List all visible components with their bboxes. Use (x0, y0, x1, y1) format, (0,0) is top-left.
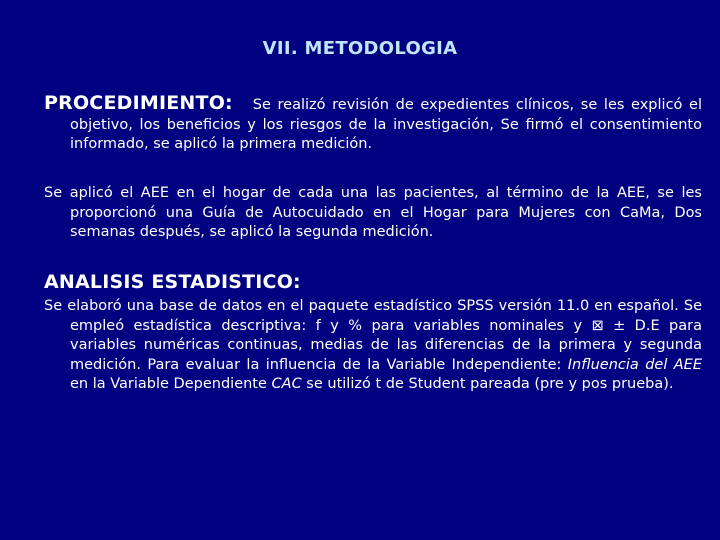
procedimiento-text: Se realizó revisión de expedientes clínicos, se les explicó el objetivo, los beneficios y los riesgos de la investigación, Se firmó el consentimiento informado, se aplicó la primera medición. (70, 97, 702, 152)
analisis-heading: ANALISIS ESTADISTICO: (44, 271, 301, 293)
procedimiento-heading: PROCEDIMIENTO: (44, 92, 233, 114)
analisis-text-3: se utilizó t de Student pareada (pre y pos prueba). (301, 376, 674, 392)
analisis-text-2: en la Variable Dependiente (70, 376, 272, 392)
independent-variable: Influencia del AEE (567, 356, 702, 373)
analisis-text-1: Se elaboró una base de datos en el paquete estadístico SPSS versión 11.0 en español. Se empleó estadística descriptiva: f y % para variables nominales y ⊠ ± D.E para variables numéricas continuas, medias de las diferencias de la primera y segunda medición. Para evaluar la influencia de la Variable Independiente: (44, 298, 702, 373)
procedimiento-paragraph (44, 94, 702, 155)
aee-paragraph: Se aplicó el AEE en el hogar de cada una las pacientes, al término de la AEE, se les proporcionó una Guía de Autocuidado en el Hogar para Mujeres con CaMa, Dos semanas después, se aplicó la segunda medición. (44, 185, 702, 240)
slide-title: VII. METODOLOGIA (262, 38, 458, 59)
analisis-paragraph (44, 297, 702, 395)
dependent-variable: CAC (271, 376, 302, 392)
